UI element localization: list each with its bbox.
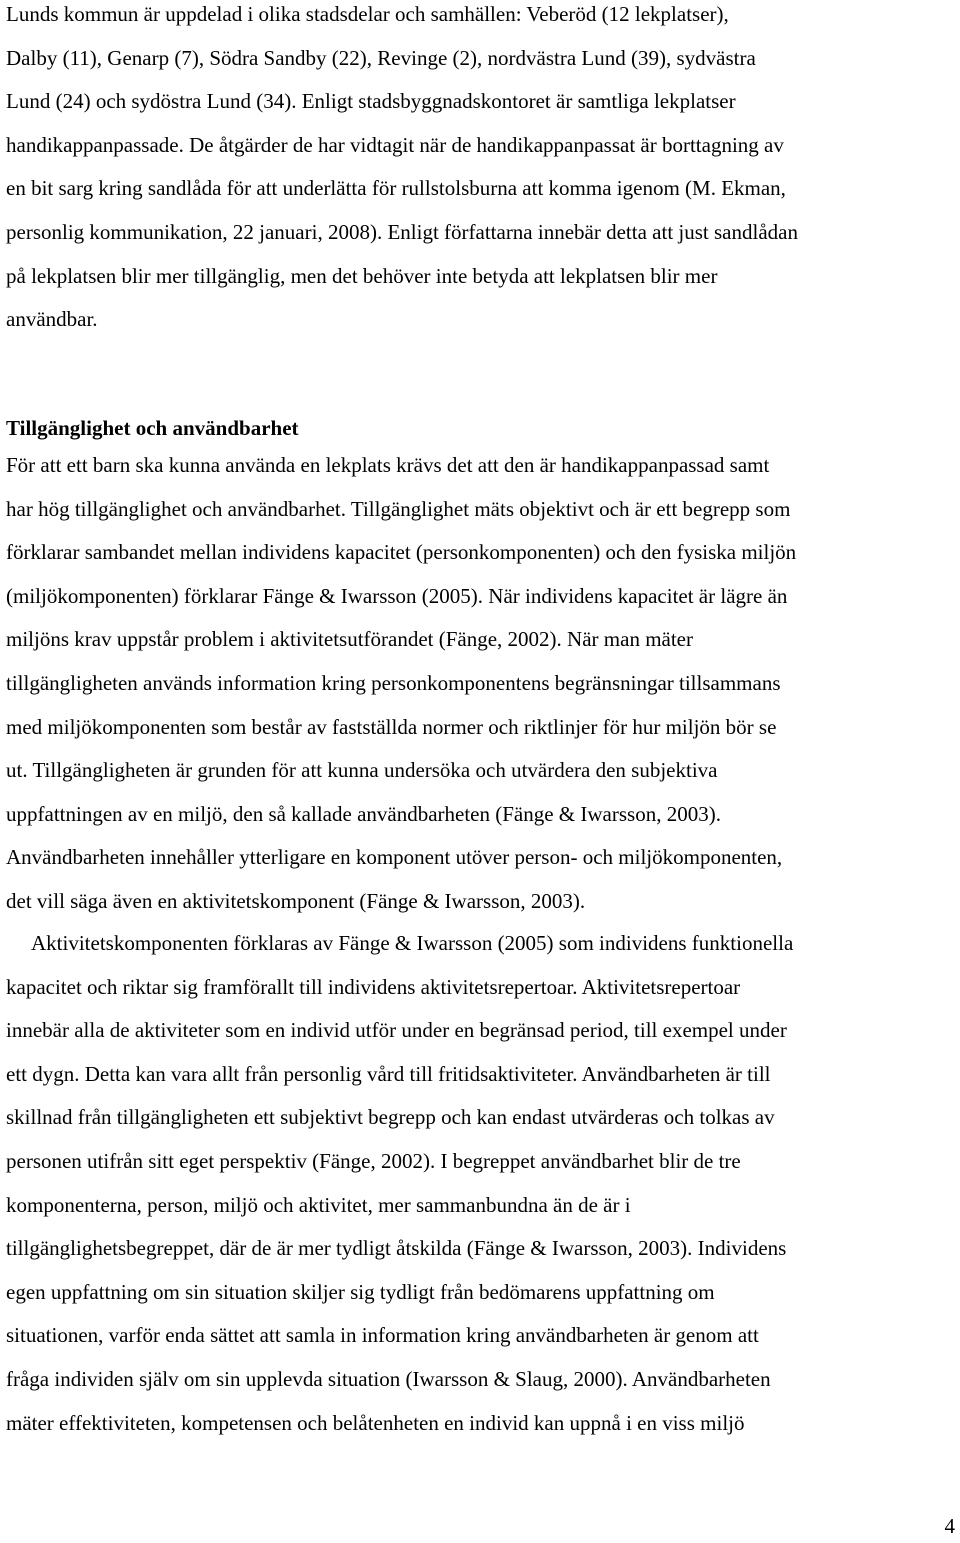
section-heading: Tillgänglighet och användbarhet bbox=[6, 416, 299, 440]
paragraph-line: uppfattningen av en miljö, den så kallade användbarheten (Fänge & Iwarsson, 2003). bbox=[6, 801, 721, 826]
paragraph-1 bbox=[6, 0, 956, 342]
paragraph-line: det vill säga även en aktivitetskomponent (Fänge & Iwarsson, 2003). bbox=[6, 888, 586, 913]
paragraph-line bbox=[6, 922, 956, 966]
paragraph-line: personlig kommunikation, 22 januari, 2008). Enligt författarna innebär detta att just sandlådan bbox=[6, 219, 798, 244]
paragraph-line: Dalby (11), Genarp (7), Södra Sandby (22), Revinge (2), nordvästra Lund (39), sydvästra bbox=[6, 45, 756, 70]
paragraph-line: Lund (24) och sydöstra Lund (34). Enligt stadsbyggnadskontoret är samtliga lekplatser bbox=[6, 89, 736, 114]
paragraph-line: på lekplatsen blir mer tillgänglig, men det behöver inte betyda att lekplatsen blir mer bbox=[6, 263, 718, 288]
paragraph-line-text: Aktivitetskomponenten förklaras av Fänge & Iwarsson (2005) som individens funktionella bbox=[31, 931, 794, 955]
paragraph-line: fråga individen själv om sin upplevda situation (Iwarsson & Slaug, 2000). Användbarheten bbox=[6, 1366, 771, 1391]
paragraph-line: handikappanpassade. De åtgärder de har vidtagit när de handikappanpassat är borttagning av bbox=[6, 132, 784, 157]
paragraph-line: förklarar sambandet mellan individens kapacitet (personkomponenten) och den fysiska miljön bbox=[6, 540, 797, 565]
paragraph-line: ut. Tillgängligheten är grunden för att kunna undersöka och utvärdera den subjektiva bbox=[6, 758, 718, 783]
paragraph-line: egen uppfattning om sin situation skiljer sig tydligt från bedömarens uppfattning om bbox=[6, 1279, 715, 1304]
paragraph-line: Lunds kommun är uppdelad i olika stadsdelar och samhällen: Veberöd (12 lekplatser), bbox=[6, 2, 729, 26]
paragraph-line: en bit sarg kring sandlåda för att underlätta för rullstolsburna att komma igenom (M. Ekman, bbox=[6, 176, 786, 201]
paragraph-line: tillgängligheten används information kring personkomponentens begränsningar tillsammans bbox=[6, 670, 781, 695]
paragraph-line: Användbarheten innehåller ytterligare en komponent utöver person- och miljökomponenten, bbox=[6, 845, 783, 870]
paragraph-line: situationen, varför enda sättet att samla in information kring användbarheten är genom att bbox=[6, 1323, 759, 1348]
paragraph-line: kapacitet och riktar sig framförallt till individens aktivitetsrepertoar. Aktivitetsrepertoar bbox=[6, 974, 741, 999]
paragraph-line: mäter effektiviteten, kompetensen och belåtenheten en individ kan uppnå i en viss miljö bbox=[6, 1410, 745, 1435]
paragraph-line: tillgänglighetsbegreppet, där de är mer tydligt åtskilda (Fänge & Iwarsson, 2003). Individens bbox=[6, 1236, 787, 1261]
paragraph-line: (miljökomponenten) förklarar Fänge & Iwarsson (2005). När individens kapacitet är lägre än bbox=[6, 583, 788, 608]
page-number: 4 bbox=[944, 1514, 955, 1538]
paragraph-line: komponenterna, person, miljö och aktivitet, mer sammanbundna än de är i bbox=[6, 1192, 631, 1217]
paragraph-line: innebär alla de aktiviteter som en individ utför under en begränsad period, till exempel under bbox=[6, 1018, 787, 1043]
paragraph-2 bbox=[6, 444, 956, 924]
paragraph-line: användbar. bbox=[6, 307, 98, 332]
paragraph-line: med miljökomponenten som består av fastställda normer och riktlinjer för hur miljön bör se bbox=[6, 714, 777, 739]
paragraph-line: ett dygn. Detta kan vara allt från personlig vård till fritidsaktiviteter. Användbarheten är till bbox=[6, 1061, 771, 1086]
paragraph-line: För att ett barn ska kunna använda en lekplats krävs det att den är handikappanpassad samt bbox=[6, 453, 770, 477]
paragraph-line: personen utifrån sitt eget perspektiv (Fänge, 2002). I begreppet användbarhet blir de tre bbox=[6, 1148, 741, 1173]
paragraph-line: har hög tillgänglighet och användbarhet. Tillgänglighet mäts objektivt och är ett begrepp som bbox=[6, 496, 791, 521]
paragraph-line: skillnad från tillgängligheten ett subjektivt begrepp och kan endast utvärderas och tolkas av bbox=[6, 1105, 775, 1130]
paragraph-line: miljöns krav uppstår problem i aktivitetsutförandet (Fänge, 2002). När man mäter bbox=[6, 627, 693, 652]
paragraph-3 bbox=[6, 922, 956, 1445]
